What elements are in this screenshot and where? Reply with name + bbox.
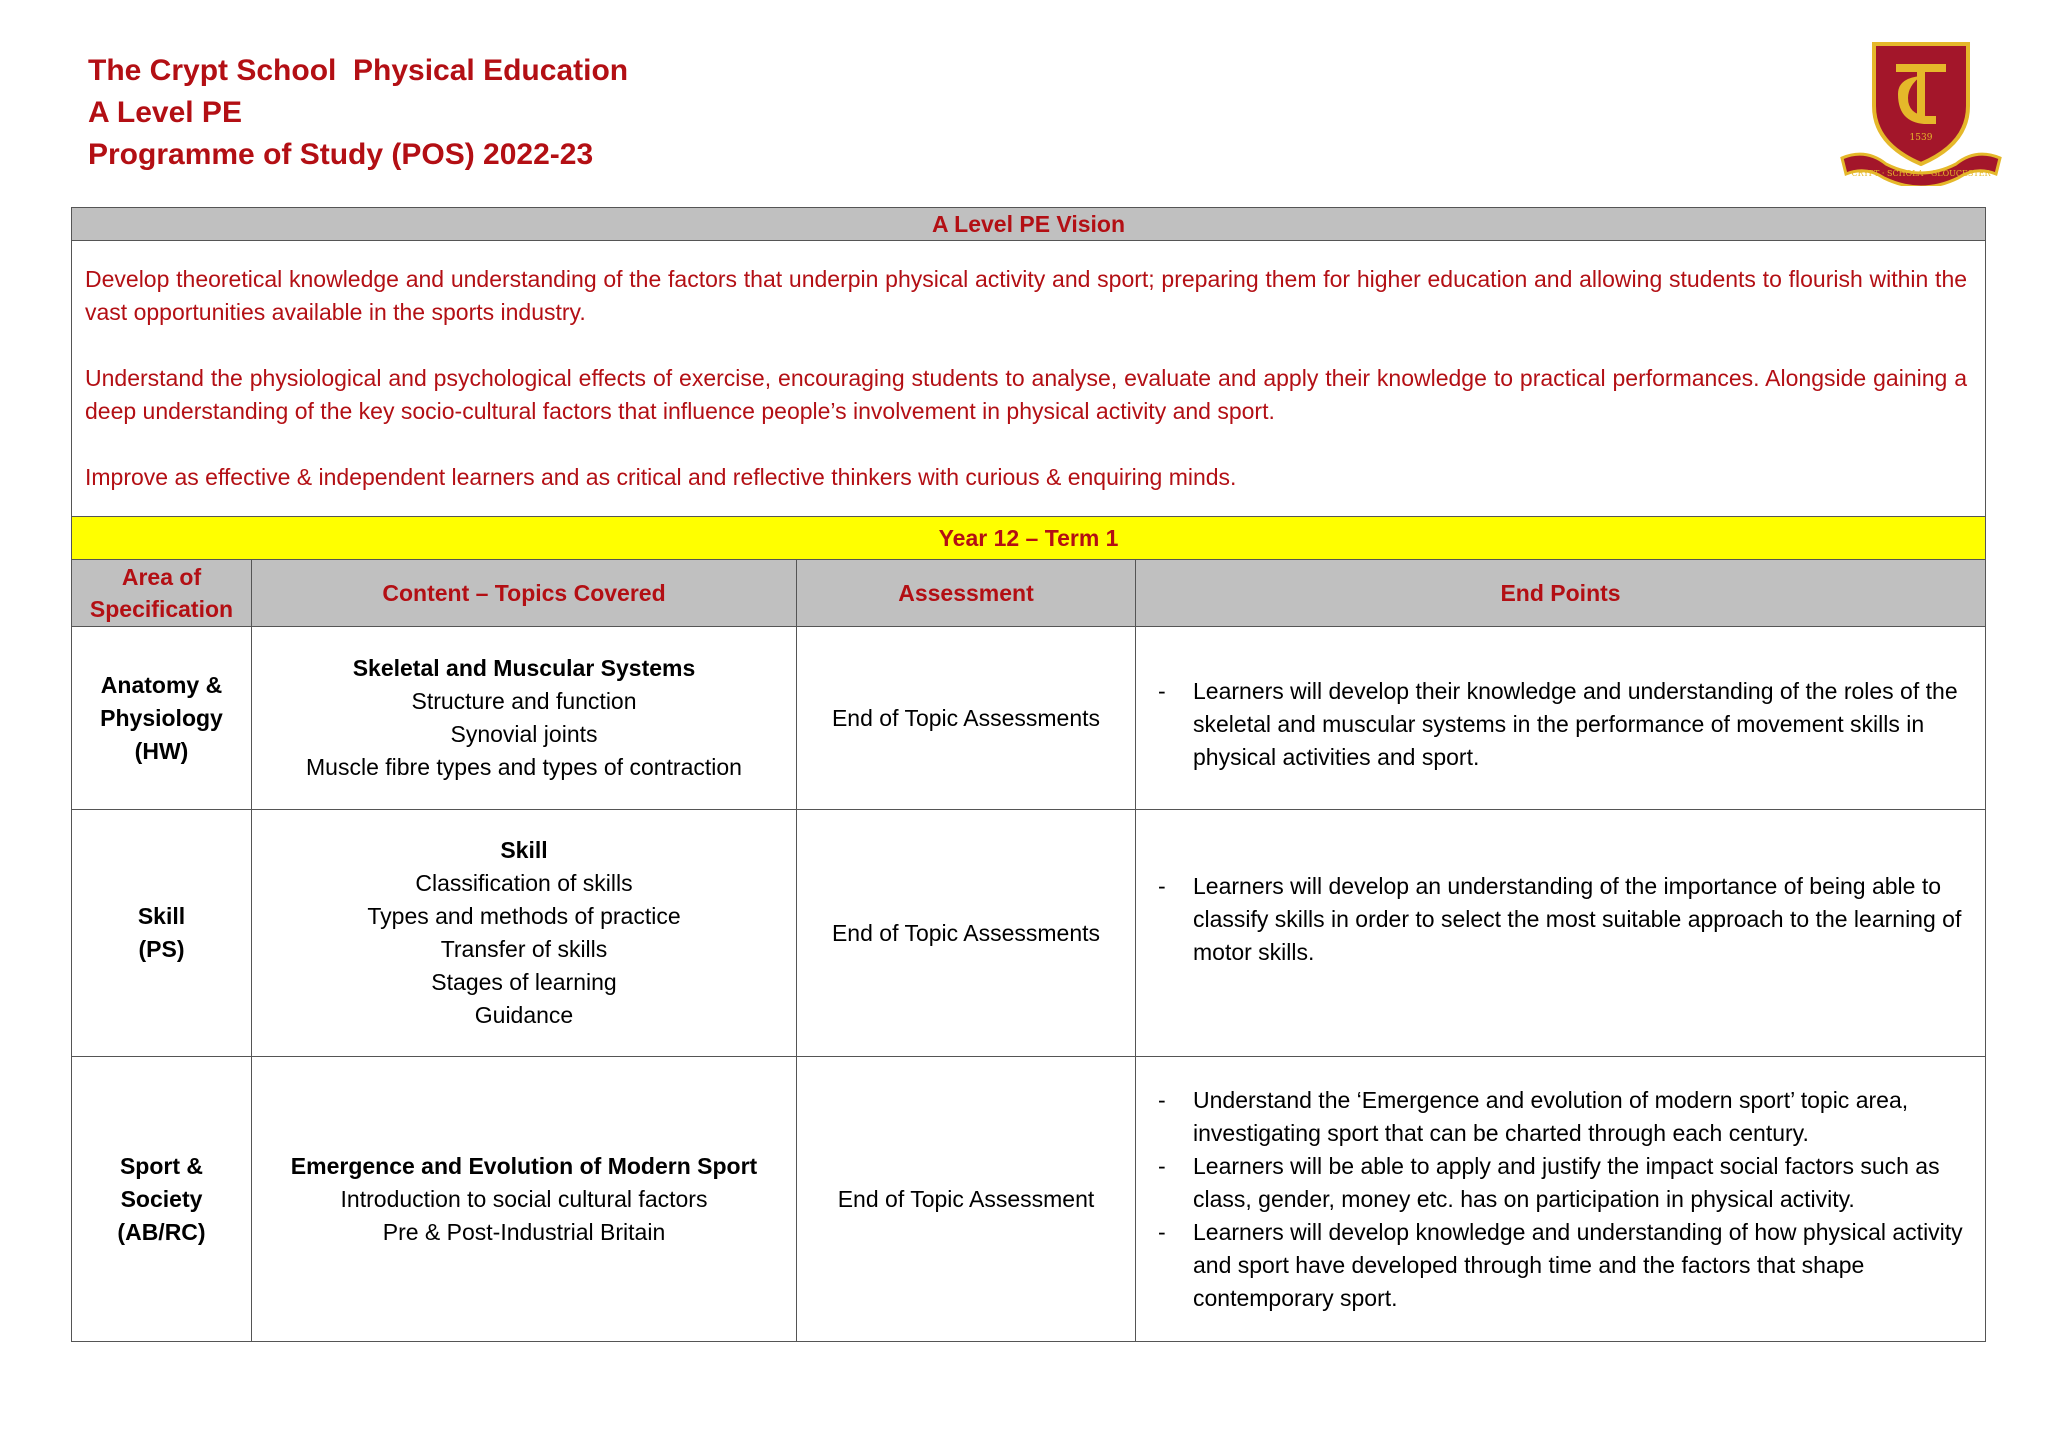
school-crest-logo: [1836, 36, 2006, 186]
topic-title: Skill: [500, 837, 548, 863]
end-point-item: - Learners will be able to apply and justify the impact social factors such as class, gender, money etc. has on participation in physical activity.: [1148, 1150, 1973, 1216]
assessment: End of Topic Assessments: [797, 627, 1136, 810]
end-points-list: [1148, 1084, 1973, 1315]
title-line-school: The Crypt School Physical Education: [88, 54, 629, 87]
content-item: Stages of learning: [431, 969, 617, 995]
assessment: End of Topic Assessment: [797, 1057, 1136, 1342]
content-item: Structure and function: [411, 688, 637, 714]
area-line: Anatomy &: [100, 671, 223, 698]
end-point-item: - Learners will develop an understanding of the importance of being able to classify skills in order to select the most suitable approach to the learning of motor skills.: [1148, 870, 1973, 969]
content-item: Introduction to social cultural factors: [340, 1185, 708, 1212]
column-header-end-points: End Points: [1136, 560, 1986, 627]
vision-paragraph: Develop theoretical knowledge and understanding of the factors that underpin physical activity and sport; preparing them for higher education and allowing students to flourish within the vast opportunities available in the sports industry.: [85, 266, 1968, 325]
area-line: (AB/RC): [117, 1218, 206, 1245]
end-point-item: - Learners will develop knowledge and understanding of how physical activity and sport have developed through time and the factors that shape contemporary sport.: [1148, 1216, 1973, 1315]
end-point-item: - Understand the ‘Emergence and evolution of modern sport’ topic area, investigating sport that can be charted through each century.: [1148, 1084, 1973, 1150]
programme-table: [71, 207, 1986, 1342]
content-item: Transfer of skills: [440, 936, 608, 962]
column-header-content: Content – Topics Covered: [252, 560, 797, 627]
assessment: End of Topic Assessments: [797, 810, 1136, 1057]
end-points: [1136, 1057, 1986, 1342]
topic-title: Skeletal and Muscular Systems: [352, 655, 696, 681]
vision-paragraph: Understand the physiological and psychological effects of exercise, encouraging students to analyse, evaluate and apply their knowledge to practical performances. Alongside gaining a deep understanding of the key socio-cultural factors that influence people’s involvement in physical activity and sport.: [85, 365, 1968, 424]
title-line-programme: Programme of Study (POS) 2022-23: [88, 138, 594, 171]
end-point-item: - Learners will develop their knowledge and understanding of the roles of the skeletal and muscular systems in the performance of movement skills in physical activities and sport.: [1148, 675, 1973, 774]
document-title: [88, 50, 628, 176]
area-line: Skill: [137, 903, 186, 929]
area-line: Society: [120, 1185, 203, 1212]
content-topics: [252, 1057, 797, 1342]
area-line: Physiology: [100, 704, 223, 731]
content-item: Guidance: [474, 1002, 574, 1028]
svg-text:1539: 1539: [1909, 133, 1933, 143]
end-points: [1136, 810, 1986, 1057]
column-header-area: Area of Specification: [72, 560, 252, 627]
table-row: [72, 810, 1986, 1057]
table-row: [72, 1057, 1986, 1342]
content-topics: [252, 810, 797, 1057]
topic-title: Emergence and Evolution of Modern Sport: [290, 1152, 758, 1179]
area-line: Sport &: [119, 1152, 204, 1179]
content-topics: [252, 627, 797, 810]
content-item: Muscle fibre types and types of contraction: [306, 754, 742, 780]
column-header-assessment: Assessment: [797, 560, 1136, 627]
content-item: Pre & Post-Industrial Britain: [382, 1218, 666, 1245]
area-of-specification: [72, 627, 252, 810]
vision-paragraph: Improve as effective & independent learners and as critical and reflective thinkers with curious & enquiring minds.: [85, 464, 1237, 490]
area-line: (PS): [138, 936, 185, 962]
content-item: Types and methods of practice: [367, 903, 681, 929]
area-line: (HW): [134, 737, 189, 764]
end-points-list: [1148, 675, 1973, 774]
end-points-list: [1148, 870, 1973, 969]
svg-text:CRYPT · SCHOLA · GLOUCESTER: CRYPT · SCHOLA · GLOUCESTER: [1851, 169, 1991, 178]
title-line-course: A Level PE: [88, 96, 242, 129]
vision-statement: [72, 241, 1986, 517]
content-item: Classification of skills: [415, 870, 633, 896]
content-item: Synovial joints: [450, 721, 598, 747]
term-heading: Year 12 – Term 1: [72, 517, 1986, 560]
end-points: [1136, 627, 1986, 810]
area-of-specification: [72, 810, 252, 1057]
area-of-specification: [72, 1057, 252, 1342]
vision-heading: A Level PE Vision: [72, 208, 1986, 241]
table-row: [72, 627, 1986, 810]
